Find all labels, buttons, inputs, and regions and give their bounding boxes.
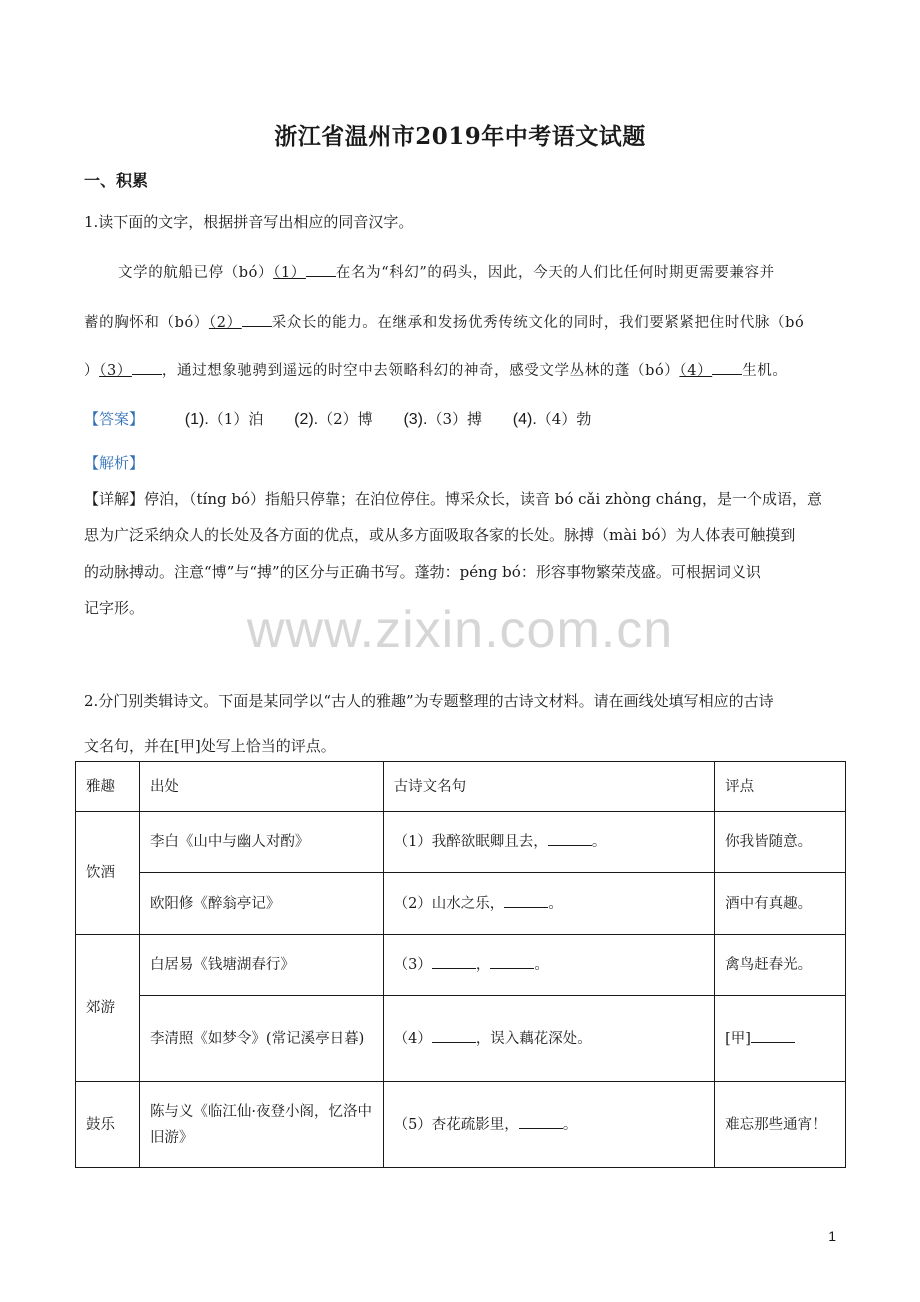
blank-1-label: （1） xyxy=(273,265,306,281)
blank-3-label: （3） xyxy=(99,363,132,379)
header-cell: 古诗文名句 xyxy=(383,762,715,812)
poem-table xyxy=(75,761,846,1168)
source-cell: 欧阳修《醉翁亭记》 xyxy=(139,873,383,935)
comment-cell: [甲] xyxy=(715,996,846,1082)
answer-item: (4).（4）勃 xyxy=(512,410,592,428)
answer-blank xyxy=(490,954,534,969)
quote-cell: （2）山水之乐， 。 xyxy=(383,873,715,935)
answer-blank xyxy=(751,1028,795,1043)
table-header-row xyxy=(76,762,846,812)
source-cell: 白居易《钱塘湖春行》 xyxy=(139,935,383,996)
answer-item: (1).（1）泊 xyxy=(184,410,264,428)
question-2-line-1: 2.分门别类辑诗文。下面是某同学以“古人的雅趣”为专题整理的古诗文材料。请在画线处填写相应的古诗 xyxy=(84,692,774,710)
blank-3 xyxy=(132,360,162,375)
passage-line-2: 蓄的胸怀和（bó）（2） 采众长的能力。在继承和发扬优秀传统文化的同时，我们要紧紧把住时代脉（bó xyxy=(84,311,804,332)
answer-blank xyxy=(504,893,548,908)
answer-blank xyxy=(432,1028,476,1043)
category-cell: 饮酒 xyxy=(76,812,140,935)
answer-blank xyxy=(432,954,476,969)
table-row xyxy=(76,812,846,873)
quote-cell: （3） ， 。 xyxy=(383,935,715,996)
passage-line-3: ）（3） ，通过想象驰骋到遥远的时空中去领略科幻的神奇，感受文学丛林的蓬（bó）（4） 生机。 xyxy=(84,359,788,380)
question-2-line-2: 文名句，并在[甲]处写上恰当的评点。 xyxy=(84,737,336,755)
blank-4 xyxy=(712,360,742,375)
page-number: 1 xyxy=(828,1228,836,1244)
passage-line-1: 文学的航船已停（bó）（1） 在名为“科幻”的码头，因此，今天的人们比任何时期更需要兼容并 xyxy=(118,261,775,282)
answer-blank xyxy=(519,1114,563,1129)
source-cell: 陈与义《临江仙·夜登小阁，忆洛中旧游》 xyxy=(139,1082,383,1168)
quote-cell: （5）杏花疏影里， 。 xyxy=(383,1082,715,1168)
answer-line xyxy=(84,408,591,429)
header-cell: 出处 xyxy=(139,762,383,812)
comment-cell: 禽鸟赶春光。 xyxy=(715,935,846,996)
comment-cell: 难忘那些通宵！ xyxy=(715,1082,846,1168)
comment-cell: 酒中有真趣。 xyxy=(715,873,846,935)
question-1-prompt: 1.读下面的文字，根据拼音写出相应的同音汉字。 xyxy=(84,213,414,231)
quote-cell: （1）我醉欲眠卿且去， 。 xyxy=(383,812,715,873)
quote-cell: （4） ，误入藕花深处。 xyxy=(383,996,715,1082)
comment-cell: 你我皆随意。 xyxy=(715,812,846,873)
table-row xyxy=(76,873,846,935)
table-row xyxy=(76,935,846,996)
explanation-line: 的动脉搏动。注意“博”与“搏”的区分与正确书写。蓬勃：péng bó：形容事物繁荣茂盛。可根据词义识 xyxy=(84,563,761,581)
answer-blank xyxy=(548,831,592,846)
blank-4-label: （4） xyxy=(679,363,713,379)
header-cell: 评点 xyxy=(715,762,846,812)
answer-tag: 【答案】 xyxy=(84,410,145,428)
answer-item: (3).（3）搏 xyxy=(403,410,482,428)
category-cell: 鼓乐 xyxy=(76,1082,140,1168)
explanation-line: 思为广泛采纳众人的长处及各方面的优点，或从多方面吸取各家的长处。脉搏（mài bó）为人体表可触摸到 xyxy=(84,526,796,544)
blank-2-label: （2） xyxy=(208,315,242,331)
answer-item: (2).（2）博 xyxy=(294,410,373,428)
watermark: www.zixin.com.cn xyxy=(246,601,674,659)
explanation-line: 记字形。 xyxy=(84,599,145,617)
table-row xyxy=(76,1082,846,1168)
source-cell: 李白《山中与幽人对酌》 xyxy=(139,812,383,873)
analysis-tag: 【解析】 xyxy=(84,454,145,472)
page-title: 浙江省温州市2019年中考语文试题 xyxy=(274,123,646,150)
section-heading: 一、积累 xyxy=(84,171,149,190)
blank-2 xyxy=(242,312,272,327)
explanation-line: 【详解】停泊，（tíng bó）指船只停靠；在泊位停住。博采众长，读音 bó cǎi zhòng cháng，是一个成语，意 xyxy=(84,490,822,508)
source-cell: 李清照《如梦令》(常记溪亭日暮) xyxy=(139,996,383,1082)
blank-1 xyxy=(306,262,336,277)
header-cell: 雅趣 xyxy=(76,762,140,812)
category-cell: 郊游 xyxy=(76,935,140,1082)
table-row xyxy=(76,996,846,1082)
